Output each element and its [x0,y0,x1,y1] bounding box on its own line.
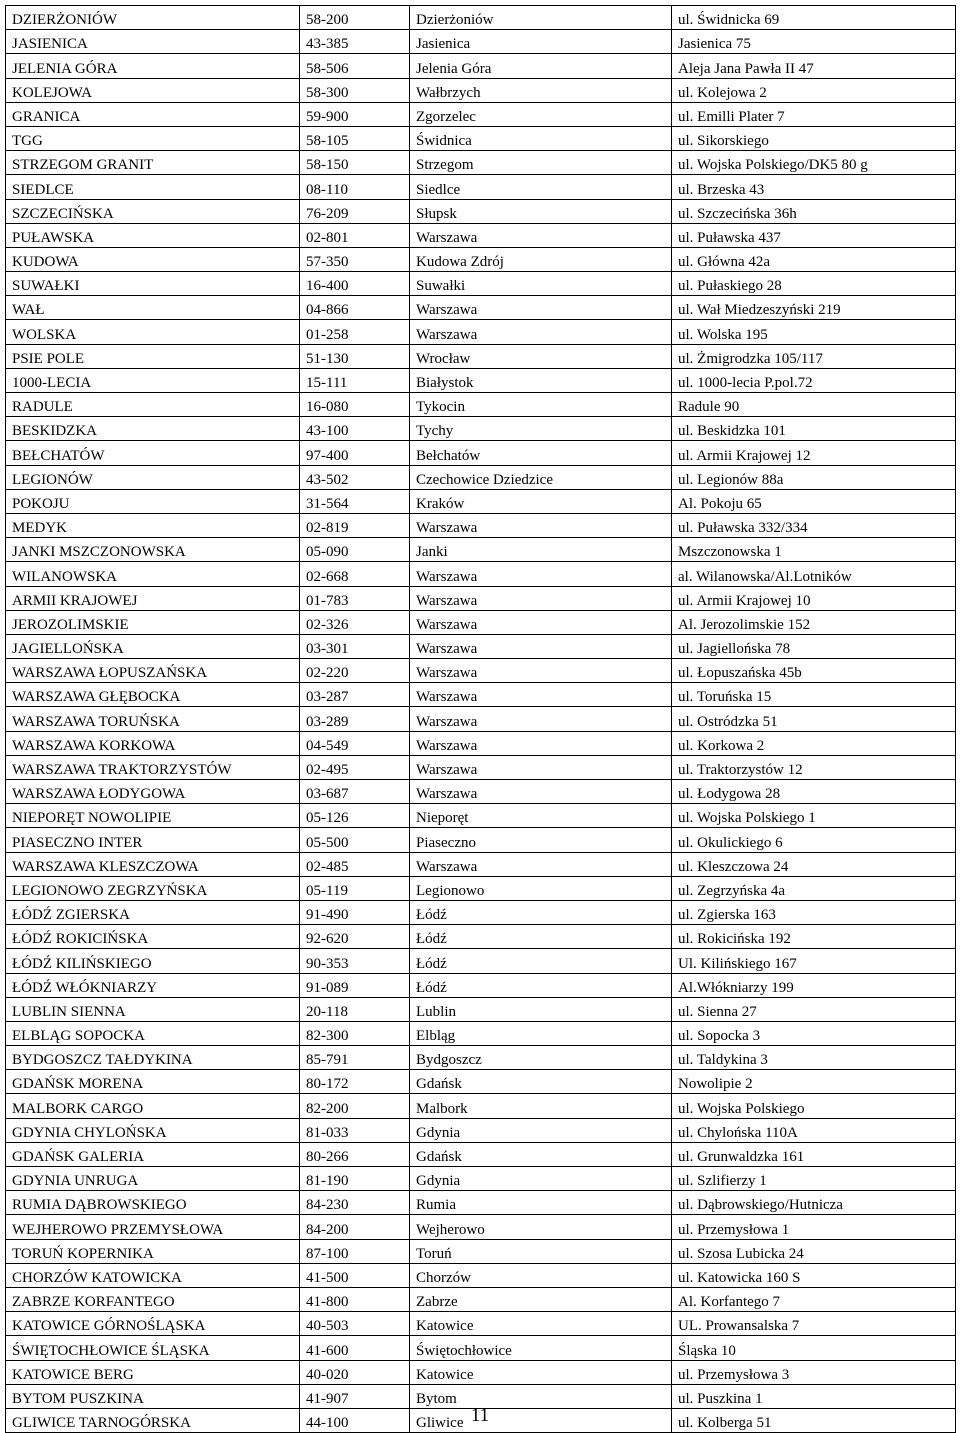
city-cell: Łódź [410,900,672,924]
address-cell: ul. Brzeska 43 [672,175,956,199]
table-row [6,949,956,973]
table-row [6,296,956,320]
postal-code-cell: 58-105 [300,126,410,150]
address-cell: ul. Taldykina 3 [672,1046,956,1070]
city-cell: Gliwice [410,1408,672,1432]
address-cell: Al. Jerozolimskie 152 [672,610,956,634]
station-name-cell: KUDOWA [6,247,300,271]
table-row [6,1239,956,1263]
address-cell: ul. Sopocka 3 [672,1021,956,1045]
city-cell: Katowice [410,1312,672,1336]
city-cell: Jasienica [410,30,672,54]
postal-code-cell: 43-502 [300,465,410,489]
address-cell: ul. Chylońska 110A [672,1118,956,1142]
postal-code-cell: 08-110 [300,175,410,199]
table-row [6,126,956,150]
station-name-cell: WARSZAWA TORUŃSKA [6,707,300,731]
table-row [6,683,956,707]
table-row [6,1287,956,1311]
table-row [6,368,956,392]
address-cell: ul. Legionów 88a [672,465,956,489]
address-cell: ul. Wolska 195 [672,320,956,344]
station-name-cell: BESKIDZKA [6,417,300,441]
table-row [6,465,956,489]
city-cell: Elbląg [410,1021,672,1045]
postal-code-cell: 58-300 [300,78,410,102]
postal-code-cell: 51-130 [300,344,410,368]
address-cell: ul. Rokicińska 192 [672,925,956,949]
postal-code-cell: 41-907 [300,1384,410,1408]
table-row [6,1263,956,1287]
address-cell: Al. Pokoju 65 [672,489,956,513]
table-row [6,441,956,465]
address-cell: ul. Katowicka 160 S [672,1263,956,1287]
address-cell: ul. Sikorskiego [672,126,956,150]
stations-table [5,5,956,1433]
station-name-cell: BYTOM PUSZKINA [6,1384,300,1408]
station-name-cell: WARSZAWA ŁOPUSZAŃSKA [6,659,300,683]
station-name-cell: PSIE POLE [6,344,300,368]
address-cell: ul. Armii Krajowej 10 [672,586,956,610]
postal-code-cell: 02-495 [300,755,410,779]
address-cell: ul. Przemysłowa 1 [672,1215,956,1239]
postal-code-cell: 81-033 [300,1118,410,1142]
table-row [6,175,956,199]
postal-code-cell: 03-289 [300,707,410,731]
city-cell: Łódź [410,925,672,949]
address-cell: ul. Łodygowa 28 [672,780,956,804]
city-cell: Warszawa [410,755,672,779]
address-cell: ul. Puławska 332/334 [672,513,956,537]
postal-code-cell: 01-783 [300,586,410,610]
station-name-cell: GRANICA [6,102,300,126]
address-cell: ul. Jagiellońska 78 [672,634,956,658]
table-row [6,828,956,852]
address-cell: ul. Okulickiego 6 [672,828,956,852]
address-cell: ul. Beskidzka 101 [672,417,956,441]
address-cell: ul. Zegrzyńska 4a [672,876,956,900]
postal-code-cell: 04-549 [300,731,410,755]
table-row [6,1046,956,1070]
table-row [6,900,956,924]
station-name-cell: ŚWIĘTOCHŁOWICE ŚLĄSKA [6,1336,300,1360]
postal-code-cell: 84-230 [300,1191,410,1215]
city-cell: Warszawa [410,731,672,755]
station-name-cell: GDYNIA UNRUGA [6,1167,300,1191]
city-cell: Gdynia [410,1167,672,1191]
table-row [6,223,956,247]
city-cell: Warszawa [410,683,672,707]
station-name-cell: RUMIA DĄBROWSKIEGO [6,1191,300,1215]
station-name-cell: WILANOWSKA [6,562,300,586]
table-row [6,1336,956,1360]
postal-code-cell: 01-258 [300,320,410,344]
address-cell: Al. Korfantego 7 [672,1287,956,1311]
address-cell: ul. Kleszczowa 24 [672,852,956,876]
station-name-cell: WARSZAWA TRAKTORZYSTÓW [6,755,300,779]
postal-code-cell: 91-089 [300,973,410,997]
address-cell: ul. Toruńska 15 [672,683,956,707]
table-row [6,586,956,610]
postal-code-cell: 90-353 [300,949,410,973]
city-cell: Bydgoszcz [410,1046,672,1070]
city-cell: Wejherowo [410,1215,672,1239]
address-cell: ul. Puławska 437 [672,223,956,247]
city-cell: Kraków [410,489,672,513]
postal-code-cell: 57-350 [300,247,410,271]
table-row [6,344,956,368]
address-cell: ul. Szosa Lubicka 24 [672,1239,956,1263]
city-cell: Białystok [410,368,672,392]
stations-table-body [6,6,956,1433]
city-cell: Warszawa [410,780,672,804]
city-cell: Lublin [410,997,672,1021]
address-cell: ul. Traktorzystów 12 [672,755,956,779]
table-row [6,513,956,537]
city-cell: Gdańsk [410,1142,672,1166]
station-name-cell: BEŁCHATÓW [6,441,300,465]
postal-code-cell: 41-500 [300,1263,410,1287]
table-row [6,804,956,828]
table-row [6,6,956,30]
address-cell: ul. Główna 42a [672,247,956,271]
table-row [6,562,956,586]
address-cell: al. Wilanowska/Al.Lotników [672,562,956,586]
station-name-cell: JAGIELLOŃSKA [6,634,300,658]
city-cell: Warszawa [410,562,672,586]
address-cell: Śląska 10 [672,1336,956,1360]
station-name-cell: ZABRZE KORFANTEGO [6,1287,300,1311]
address-cell: ul. Łopuszańska 45b [672,659,956,683]
city-cell: Piaseczno [410,828,672,852]
city-cell: Tychy [410,417,672,441]
address-cell: ul. Zgierska 163 [672,900,956,924]
table-row [6,1312,956,1336]
address-cell: Radule 90 [672,393,956,417]
postal-code-cell: 92-620 [300,925,410,949]
address-cell: ul. Pułaskiego 28 [672,272,956,296]
station-name-cell: PUŁAWSKA [6,223,300,247]
table-row [6,489,956,513]
postal-code-cell: 04-866 [300,296,410,320]
city-cell: Janki [410,538,672,562]
city-cell: Warszawa [410,610,672,634]
postal-code-cell: 40-503 [300,1312,410,1336]
address-cell: ul. Wojska Polskiego [672,1094,956,1118]
city-cell: Zgorzelec [410,102,672,126]
station-name-cell: ELBLĄG SOPOCKA [6,1021,300,1045]
postal-code-cell: 16-400 [300,272,410,296]
address-cell: ul. Szlifierzy 1 [672,1167,956,1191]
city-cell: Łódź [410,973,672,997]
table-row [6,393,956,417]
station-name-cell: WAŁ [6,296,300,320]
station-name-cell: TORUŃ KOPERNIKA [6,1239,300,1263]
postal-code-cell: 05-126 [300,804,410,828]
city-cell: Świdnica [410,126,672,150]
station-name-cell: JEROZOLIMSKIE [6,610,300,634]
address-cell: Mszczonowska 1 [672,538,956,562]
table-row [6,876,956,900]
station-name-cell: ŁÓDŹ WŁÓKNIARZY [6,973,300,997]
station-name-cell: SZCZECIŃSKA [6,199,300,223]
station-name-cell: PIASECZNO INTER [6,828,300,852]
station-name-cell: NIEPORĘT NOWOLIPIE [6,804,300,828]
table-row [6,199,956,223]
table-row [6,731,956,755]
city-cell: Legionowo [410,876,672,900]
postal-code-cell: 03-287 [300,683,410,707]
station-name-cell: JELENIA GÓRA [6,54,300,78]
postal-code-cell: 05-090 [300,538,410,562]
station-name-cell: LUBLIN SIENNA [6,997,300,1021]
station-name-cell: TGG [6,126,300,150]
address-cell: Jasienica 75 [672,30,956,54]
city-cell: Rumia [410,1191,672,1215]
station-name-cell: SUWAŁKI [6,272,300,296]
station-name-cell: MEDYK [6,513,300,537]
address-cell: Aleja Jana Pawła II 47 [672,54,956,78]
city-cell: Czechowice Dziedzice [410,465,672,489]
address-cell: Ul. Kilińskiego 167 [672,949,956,973]
station-name-cell: BYDGOSZCZ TAŁDYKINA [6,1046,300,1070]
city-cell: Warszawa [410,659,672,683]
postal-code-cell: 02-668 [300,562,410,586]
city-cell: Dzierżoniów [410,6,672,30]
address-cell: ul. Korkowa 2 [672,731,956,755]
address-cell: ul. Emilli Plater 7 [672,102,956,126]
city-cell: Słupsk [410,199,672,223]
station-name-cell: WEJHEROWO PRZEMYSŁOWA [6,1215,300,1239]
city-cell: Warszawa [410,223,672,247]
station-name-cell: WARSZAWA KORKOWA [6,731,300,755]
station-name-cell: WARSZAWA KLESZCZOWA [6,852,300,876]
table-row [6,1167,956,1191]
station-name-cell: LEGIONÓW [6,465,300,489]
city-cell: Katowice [410,1360,672,1384]
station-name-cell: WOLSKA [6,320,300,344]
postal-code-cell: 80-172 [300,1070,410,1094]
city-cell: Nieporęt [410,804,672,828]
address-cell: Nowolipie 2 [672,1070,956,1094]
address-cell: ul. Żmigrodzka 105/117 [672,344,956,368]
city-cell: Zabrze [410,1287,672,1311]
table-row [6,417,956,441]
station-name-cell: ŁÓDŹ ROKICIŃSKA [6,925,300,949]
table-row [6,247,956,271]
postal-code-cell: 20-118 [300,997,410,1021]
station-name-cell: SIEDLCE [6,175,300,199]
table-row [6,1360,956,1384]
city-cell: Wrocław [410,344,672,368]
address-cell: Al.Włókniarzy 199 [672,973,956,997]
table-row [6,54,956,78]
postal-code-cell: 43-100 [300,417,410,441]
city-cell: Suwałki [410,272,672,296]
station-name-cell: ARMII KRAJOWEJ [6,586,300,610]
postal-code-cell: 03-301 [300,634,410,658]
table-row [6,610,956,634]
table-row [6,78,956,102]
postal-code-cell: 84-200 [300,1215,410,1239]
postal-code-cell: 02-220 [300,659,410,683]
table-row [6,780,956,804]
station-name-cell: GLIWICE TARNOGÓRSKA [6,1408,300,1432]
station-name-cell: KATOWICE BERG [6,1360,300,1384]
postal-code-cell: 02-485 [300,852,410,876]
city-cell: Strzegom [410,151,672,175]
address-cell: ul. Sienna 27 [672,997,956,1021]
city-cell: Bytom [410,1384,672,1408]
table-row [6,634,956,658]
city-cell: Świętochłowice [410,1336,672,1360]
station-name-cell: POKOJU [6,489,300,513]
postal-code-cell: 43-385 [300,30,410,54]
city-cell: Malbork [410,1094,672,1118]
station-name-cell: DZIERŻONIÓW [6,6,300,30]
postal-code-cell: 05-119 [300,876,410,900]
table-row [6,755,956,779]
table-row [6,30,956,54]
city-cell: Warszawa [410,513,672,537]
postal-code-cell: 05-500 [300,828,410,852]
city-cell: Warszawa [410,586,672,610]
postal-code-cell: 41-800 [300,1287,410,1311]
station-name-cell: JANKI MSZCZONOWSKA [6,538,300,562]
postal-code-cell: 58-506 [300,54,410,78]
address-cell: ul. Ostródzka 51 [672,707,956,731]
table-row [6,925,956,949]
city-cell: Łódź [410,949,672,973]
postal-code-cell: 58-200 [300,6,410,30]
postal-code-cell: 44-100 [300,1408,410,1432]
table-row [6,151,956,175]
address-cell: ul. Świdnicka 69 [672,6,956,30]
station-name-cell: MALBORK CARGO [6,1094,300,1118]
postal-code-cell: 02-801 [300,223,410,247]
postal-code-cell: 03-687 [300,780,410,804]
station-name-cell: WARSZAWA GŁĘBOCKA [6,683,300,707]
address-cell: ul. Kolejowa 2 [672,78,956,102]
postal-code-cell: 40-020 [300,1360,410,1384]
postal-code-cell: 02-819 [300,513,410,537]
table-row [6,102,956,126]
address-cell: ul. Wojska Polskiego 1 [672,804,956,828]
station-name-cell: WARSZAWA ŁODYGOWA [6,780,300,804]
table-row [6,659,956,683]
table-row [6,1021,956,1045]
station-name-cell: RADULE [6,393,300,417]
postal-code-cell: 58-150 [300,151,410,175]
station-name-cell: CHORZÓW KATOWICKA [6,1263,300,1287]
postal-code-cell: 85-791 [300,1046,410,1070]
page-number: 11 [470,1405,490,1426]
address-cell: ul. Armii Krajowej 12 [672,441,956,465]
city-cell: Gdynia [410,1118,672,1142]
city-cell: Bełchatów [410,441,672,465]
postal-code-cell: 82-200 [300,1094,410,1118]
city-cell: Kudowa Zdrój [410,247,672,271]
city-cell: Warszawa [410,296,672,320]
address-cell: ul. Dąbrowskiego/Hutnicza [672,1191,956,1215]
station-name-cell: GDYNIA CHYLOŃSKA [6,1118,300,1142]
postal-code-cell: 91-490 [300,900,410,924]
station-name-cell: STRZEGOM GRANIT [6,151,300,175]
address-cell: ul. Grunwaldzka 161 [672,1142,956,1166]
postal-code-cell: 15-111 [300,368,410,392]
postal-code-cell: 81-190 [300,1167,410,1191]
table-row [6,707,956,731]
city-cell: Toruń [410,1239,672,1263]
station-name-cell: GDAŃSK GALERIA [6,1142,300,1166]
postal-code-cell: 76-209 [300,199,410,223]
table-row [6,1094,956,1118]
city-cell: Gdańsk [410,1070,672,1094]
table-row [6,538,956,562]
city-cell: Warszawa [410,707,672,731]
postal-code-cell: 59-900 [300,102,410,126]
station-name-cell: ŁÓDŹ KILIŃSKIEGO [6,949,300,973]
address-cell: ul. Wał Miedzeszyński 219 [672,296,956,320]
city-cell: Siedlce [410,175,672,199]
address-cell: ul. Puszkina 1 [672,1384,956,1408]
postal-code-cell: 82-300 [300,1021,410,1045]
table-row [6,1118,956,1142]
address-cell: UL. Prowansalska 7 [672,1312,956,1336]
station-name-cell: KOLEJOWA [6,78,300,102]
postal-code-cell: 80-266 [300,1142,410,1166]
table-row [6,1191,956,1215]
address-cell: ul. Szczecińska 36h [672,199,956,223]
station-name-cell: JASIENICA [6,30,300,54]
station-name-cell: ŁÓDŹ ZGIERSKA [6,900,300,924]
station-name-cell: LEGIONOWO ZEGRZYŃSKA [6,876,300,900]
table-row [6,852,956,876]
address-cell: ul. 1000-lecia P.pol.72 [672,368,956,392]
table-row [6,1142,956,1166]
city-cell: Chorzów [410,1263,672,1287]
city-cell: Wałbrzych [410,78,672,102]
postal-code-cell: 87-100 [300,1239,410,1263]
station-name-cell: GDAŃSK MORENA [6,1070,300,1094]
city-cell: Warszawa [410,320,672,344]
postal-code-cell: 02-326 [300,610,410,634]
table-row [6,320,956,344]
table-row [6,973,956,997]
table-row [6,1070,956,1094]
table-row [6,272,956,296]
table-row [6,1215,956,1239]
city-cell: Tykocin [410,393,672,417]
postal-code-cell: 97-400 [300,441,410,465]
city-cell: Jelenia Góra [410,54,672,78]
station-name-cell: 1000-LECIA [6,368,300,392]
postal-code-cell: 16-080 [300,393,410,417]
city-cell: Warszawa [410,852,672,876]
address-cell: ul. Kolberga 51 [672,1408,956,1432]
city-cell: Warszawa [410,634,672,658]
station-name-cell: KATOWICE GÓRNOŚLĄSKA [6,1312,300,1336]
address-cell: ul. Wojska Polskiego/DK5 80 g [672,151,956,175]
table-row [6,997,956,1021]
address-cell: ul. Przemysłowa 3 [672,1360,956,1384]
postal-code-cell: 31-564 [300,489,410,513]
postal-code-cell: 41-600 [300,1336,410,1360]
